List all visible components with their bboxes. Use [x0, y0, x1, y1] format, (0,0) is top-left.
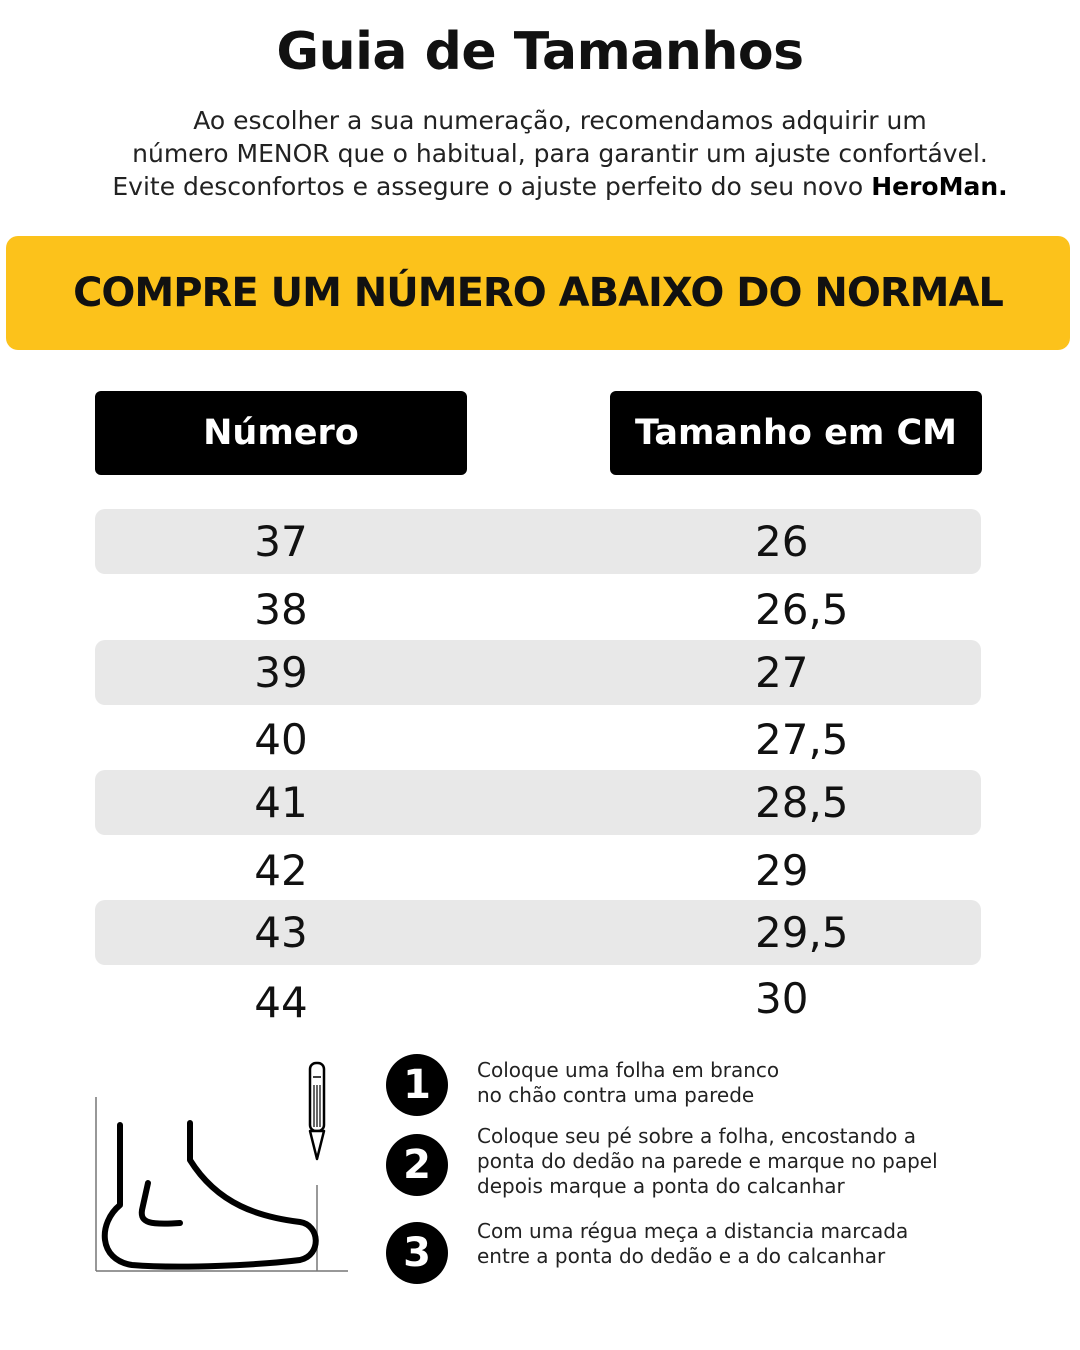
table-row	[95, 707, 981, 772]
pencil-icon	[310, 1063, 324, 1159]
table-row	[95, 966, 981, 1031]
page-title: Guia de Tamanhos	[276, 22, 804, 82]
table-row	[95, 509, 981, 574]
size-number: 37	[254, 517, 308, 566]
step-3-badge: 3	[386, 1222, 448, 1284]
size-cm: 27	[755, 648, 809, 697]
warning-banner	[6, 236, 1070, 350]
size-number: 44	[254, 978, 308, 1027]
intro-line-1: Ao escolher a sua numeração, recomendamos adquirir um	[193, 106, 927, 135]
size-cm: 29	[755, 846, 809, 895]
foot-measure-icon	[90, 1055, 352, 1280]
size-cm: 28,5	[755, 778, 849, 827]
size-cm: 29,5	[755, 908, 849, 957]
size-cm: 27,5	[755, 715, 849, 764]
step-3-line-2: entre a ponta do dedão e a do calcanhar	[477, 1244, 886, 1268]
intro-text	[60, 104, 1060, 203]
size-number: 38	[254, 585, 308, 634]
size-cm: 30	[755, 974, 809, 1023]
size-number: 42	[254, 846, 308, 895]
step-1-badge: 1	[386, 1054, 448, 1116]
table-row	[95, 900, 981, 965]
size-number: 40	[254, 715, 308, 764]
banner-text: COMPRE UM NÚMERO ABAIXO DO NORMAL	[73, 270, 1003, 316]
brand-name: HeroMan.	[871, 172, 1008, 201]
step-3-line-1: Com uma régua meça a distancia marcada	[477, 1219, 909, 1243]
intro-line-2: número MENOR que o habitual, para garantir um ajuste confortável.	[132, 139, 988, 168]
table-row	[95, 838, 981, 903]
step-2-badge: 2	[386, 1134, 448, 1196]
size-cm: 26,5	[755, 585, 849, 634]
step-1-line-2: no chão contra uma parede	[477, 1083, 755, 1107]
column-header-cm: Tamanho em CM	[610, 391, 982, 475]
size-cm: 26	[755, 517, 809, 566]
step-2-line-2: ponta do dedão na parede e marque no papel	[477, 1149, 938, 1173]
size-number: 43	[254, 908, 308, 957]
intro-line-3	[60, 170, 1060, 203]
intro-line-3-text: Evite desconfortos e assegure o ajuste perfeito do seu novo	[112, 172, 864, 201]
step-2-line-3: depois marque a ponta do calcanhar	[477, 1174, 845, 1198]
size-number: 39	[254, 648, 308, 697]
step-1-text	[477, 1058, 1037, 1108]
column-header-numero: Número	[95, 391, 467, 475]
step-2-text	[477, 1124, 1037, 1199]
step-3-text	[477, 1219, 1037, 1269]
table-row	[95, 640, 981, 705]
step-2-line-1: Coloque seu pé sobre a folha, encostando a	[477, 1124, 916, 1148]
step-1-line-1: Coloque uma folha em branco	[477, 1058, 780, 1082]
table-row	[95, 770, 981, 835]
table-row	[95, 577, 981, 642]
size-number: 41	[254, 778, 308, 827]
